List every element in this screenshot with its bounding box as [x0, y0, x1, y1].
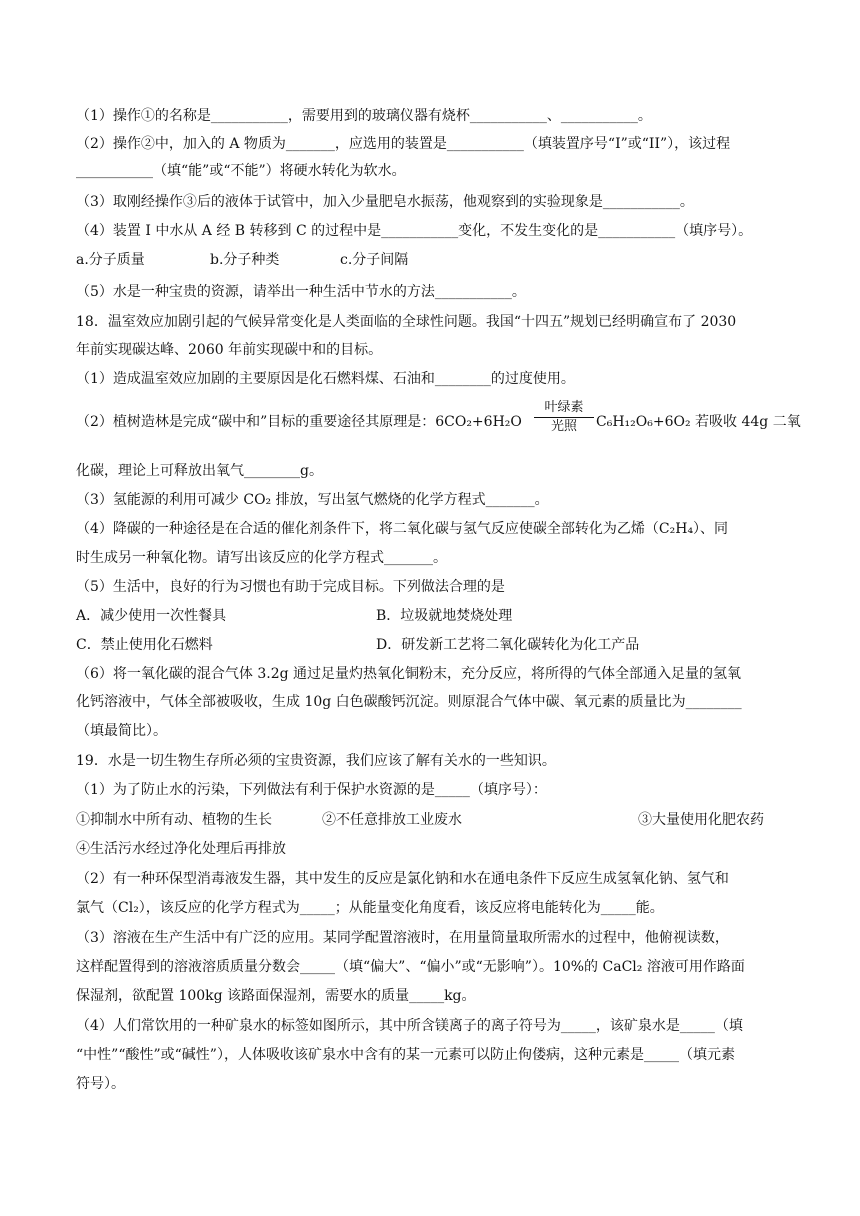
q19-part-2-line-2: 氯气（Cl₂），该反应的化学方程式为_____；从能量变化角度看，该反应将电能转化为_____能。	[76, 900, 664, 916]
q18-option-c: C．禁止使用化石燃料	[76, 637, 213, 653]
q18-part-6: （6）将一氧化碳的混合气体 3.2g 通过足量灼热氧化铜粉末，充分反应，将所得的气体全部通入足量的氢氧	[76, 666, 742, 682]
q18-part-2-prefix: （2）植树造林是完成“碳中和”目标的重要途径其原理是：6CO₂+6H₂O	[76, 414, 522, 430]
q18-option-a: A．减少使用一次性餐具	[76, 608, 227, 624]
q18-part-2-line-2: 化碳，理论上可释放出氧气________g。	[76, 463, 323, 479]
q19-stem: 19．水是一切生物生存所必须的宝贵资源，我们应该了解有关水的一些知识。	[76, 753, 556, 769]
q19-part-1: （1）为了防止水的污染，下列做法有利于保护水资源的是_____（填序号）：	[76, 782, 547, 798]
q19-part-3: （3）溶液在生产生活中有广泛的应用。某同学配置溶液时，在用量筒量取所需水的过程中，他俯视读数，	[76, 930, 729, 946]
q18-part-1: （1）造成温室效应加剧的主要原因是化石燃料煤、石油和________的过度使用。	[76, 371, 575, 387]
reaction-condition	[534, 400, 594, 435]
condition-bottom: 光照	[550, 419, 577, 434]
q19-part-2: （2）有一种环保型消毒液发生器，其中发生的反应是氯化钠和水在通电条件下反应生成氢氧化钠、氢气和	[76, 871, 729, 887]
q18-part-6-line-2: 化钙溶液中，气体全部被吸收，生成 10g 白色碳酸钙沉淀。则原混合气体中碳、氧元素的质量比为________	[76, 694, 742, 710]
q19-part-3-line-3: 保湿剂，欲配置 100kg 该路面保湿剂，需要水的质量_____kg。	[76, 988, 476, 1004]
q17-option-a: a.分子质量	[76, 252, 145, 268]
q18-part-4-line-2: 时生成另一种氧化物。请写出该反应的化学方程式_______。	[76, 550, 447, 566]
q19-option-2: ②不任意排放工业废水	[322, 812, 462, 828]
q17-line-3: （3）取刚经操作③后的液体于试管中，加入少量肥皂水振荡，他观察到的实验现象是___________。	[76, 194, 694, 210]
q17-line-2a: （2）操作②中，加入的 A 物质为_______，应选用的装置是___________（填装置序号“I”或“II”），该过程	[76, 136, 731, 152]
q17-option-b: b.分子种类	[210, 252, 280, 268]
q18-stem-line-2: 年前实现碳达峰、2060 年前实现碳中和的目标。	[76, 342, 383, 358]
q18-option-b: B．垃圾就地焚烧处理	[376, 608, 513, 624]
q19-part-4-line-3: 符号）。	[76, 1076, 125, 1092]
q18-part-6-line-3: （填最简比）。	[76, 723, 167, 739]
q17-option-c: c.分子间隔	[340, 252, 409, 268]
q18-part-4: （4）降碳的一种途径是在合适的催化剂条件下，将二氧化碳与氢气反应使碳全部转化为乙烯（C₂H₄）、同	[76, 521, 729, 537]
q18-part-2-suffix: C₆H₁₂O₆+6O₂ 若吸收 44g 二氧	[596, 414, 801, 430]
q19-part-4: （4）人们常饮用的一种矿泉水的标签如图所示，其中所含镁离子的离子符号为_____，该矿泉水是_____（填	[76, 1018, 743, 1034]
q19-option-1: ①抑制水中所有动、植物的生长	[76, 812, 272, 828]
q18-option-d: D．研发新工艺将二氧化碳转化为化工产品	[376, 637, 640, 653]
q18-part-5: （5）生活中，良好的行为习惯也有助于完成目标。下列做法合理的是	[76, 579, 505, 595]
q18-part-3: （3）氢能源的利用可减少 CO₂ 排放，写出氢气燃烧的化学方程式_______。	[76, 492, 549, 508]
q19-part-3-line-2: 这样配置得到的溶液溶质质量分数会_____（填“偏大”、“偏小”或“无影响”）。10%的 CaCl₂ 溶液可用作路面	[76, 959, 745, 975]
q17-line-1: （1）操作①的名称是___________，需要用到的玻璃仪器有烧杯___________、___________。	[76, 108, 652, 124]
q17-line-2b: ___________（填“能”或“不能”）将硬水转化为软水。	[76, 163, 406, 179]
q19-part-4-line-2: “中性”“酸性”或“碱性”），人体吸收该矿泉水中含有的某一元素可以防止佝偻病，这种元素是_____（填元素	[76, 1047, 735, 1063]
q19-option-4: ④生活污水经过净化处理后再排放	[76, 841, 286, 857]
q18-stem-line-1: 18．温室效应加剧引起的气候异常变化是人类面临的全球性问题。我国“十四五”规划已经明确宣布了 2030	[76, 314, 737, 330]
q17-line-5: （5）水是一种宝贵的资源，请举出一种生活中节水的方法___________。	[76, 284, 526, 300]
condition-top: 叶绿素	[544, 400, 584, 415]
reaction-arrow-line	[534, 417, 594, 418]
q19-option-3: ③大量使用化肥农药	[638, 812, 764, 828]
q17-line-4: （4）装置 I 中水从 A 经 B 转移到 C 的过程中是___________变化，不发生变化的是___________（填序号）。	[76, 223, 753, 239]
